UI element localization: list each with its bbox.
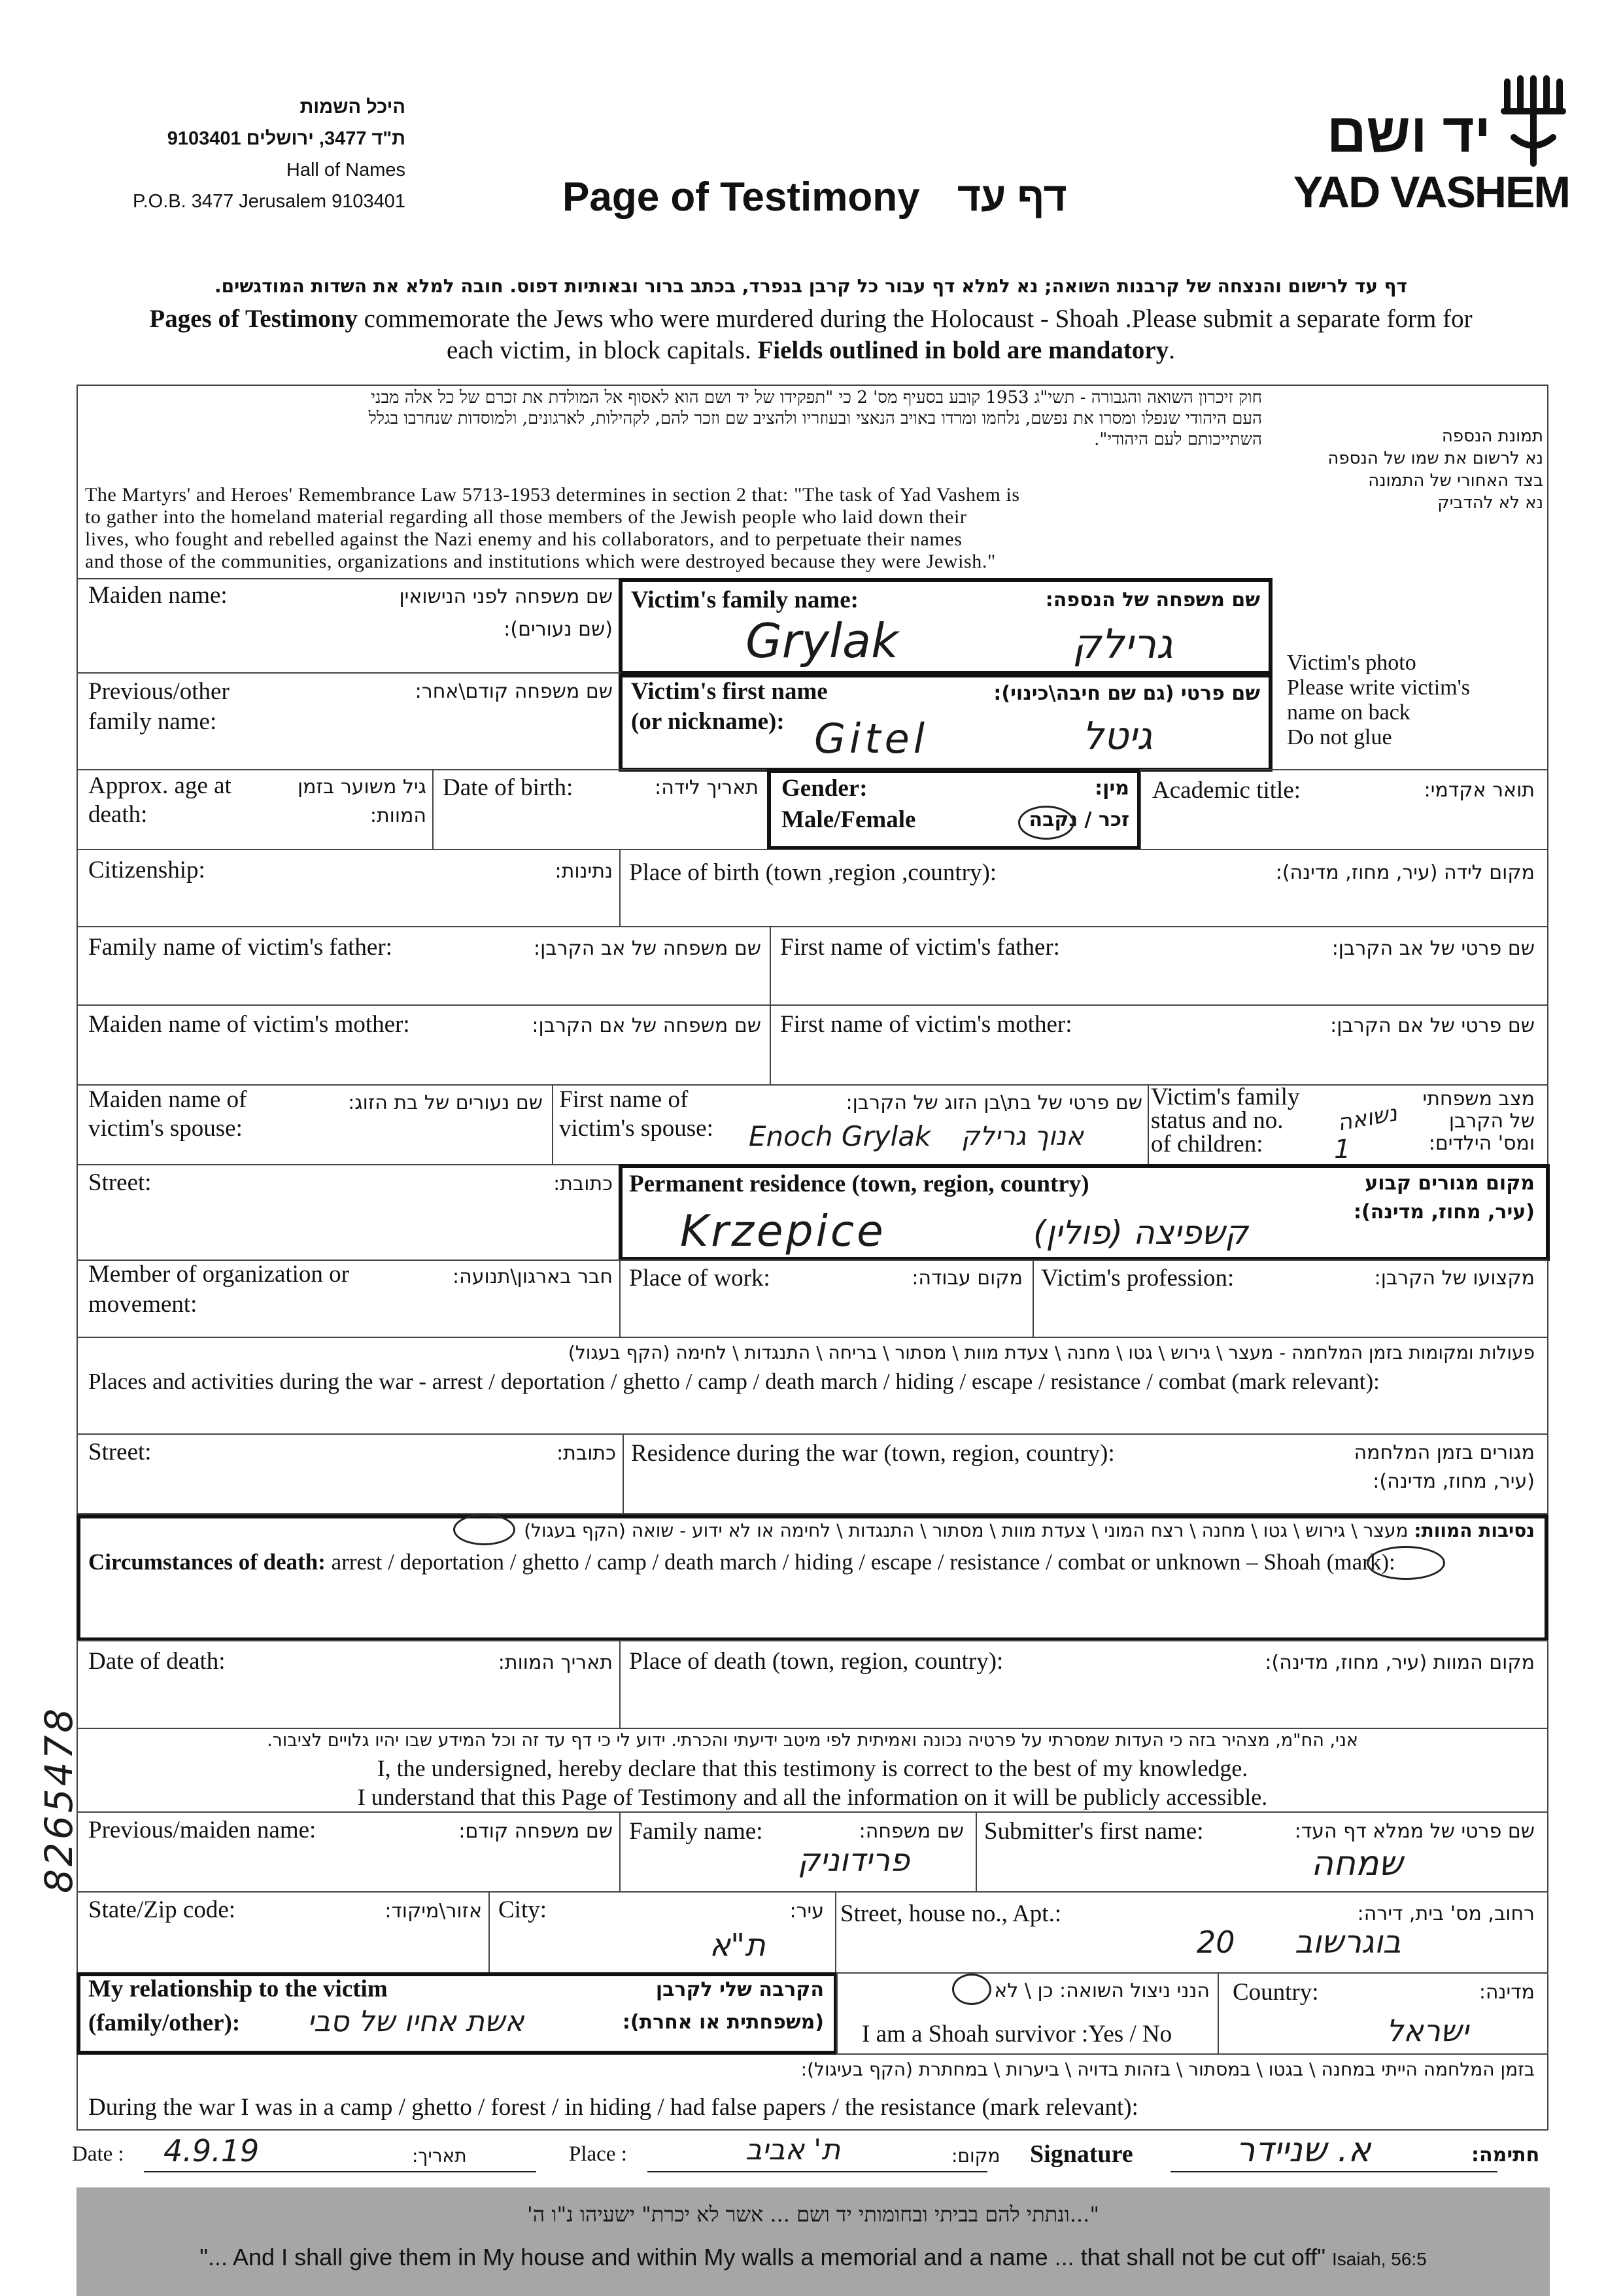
country-value: ישראל (1386, 2013, 1469, 2048)
death-place-label: Place of death (town, region, country): (629, 1648, 1004, 1675)
law-en-2: to gather into the homeland material regarding all those members of the Jewish people who laid down their (85, 506, 967, 528)
photo-he-1: תמונת הנספה (1441, 426, 1543, 446)
relationship-label-1: My relationship to the victim (88, 1976, 388, 2002)
submitter-prev-label: Previous/maiden name: (88, 1817, 316, 1843)
death-date-label: Date of death: (88, 1648, 226, 1675)
intro-en-rest2: each victim, in block capitals. (447, 336, 758, 364)
war-residence-label-he (1354, 1439, 1535, 1496)
gender-label-2: Male/Female (781, 806, 916, 833)
law-he-1: חוק זיכרון השואה והגבורה - תשי"ג 1953 קובע בסעיף מס' 2 כי "תפקידו של יד ושם הוא לאסוף אל המולדת את זכרם של כל אלה מבני (371, 388, 1262, 407)
footer-quote-en (77, 2244, 1550, 2271)
street-label-he: כתובת: (553, 1173, 613, 1195)
circumstances-label-rest: arrest / deportation / ghetto / camp / death march / hiding / escape / resistance / combat or unknown – Shoah (mark): (325, 1549, 1395, 1575)
spouse-first-value: Enoch Grylak (749, 1120, 931, 1152)
submitter-prev-label-he: שם משפחה קודם: (458, 1820, 613, 1843)
intro-en-bold: Fields outlined in bold are mandatory (757, 336, 1169, 364)
signature-label: Signature (1030, 2140, 1133, 2168)
photo-en-3: name on back (1287, 700, 1410, 725)
mother-maiden-label-he: שם משפחה של אם הקרבן: (532, 1014, 761, 1037)
intro-en-rest1: commemorate the Jews who were murdered during the Holocaust - Shoah .Please submit a separate form for (357, 305, 1473, 333)
family-status-label-2: status and no. (1151, 1107, 1284, 1134)
war-street-cell (77, 1433, 624, 1515)
father-first-label: First name of victim's father: (780, 934, 1060, 961)
declaration-en-2: I understand that this Page of Testimony and all the information on it will be publicly accessible. (357, 1784, 1268, 1810)
submitter-city-value: ת"א (709, 1927, 766, 1964)
victim-first-name-label-1: Victim's first name (631, 678, 828, 705)
street-label: Street: (88, 1169, 152, 1196)
date-label-he: תאריך: (412, 2145, 467, 2167)
submitter-house-value: 20 (1197, 1925, 1235, 1960)
circumstances-label-he (524, 1516, 1535, 1546)
gender-female-circle (1018, 806, 1074, 840)
age-label-1: Approx. age at (88, 772, 231, 799)
relationship-label-he-1: הקרבה שלי לקרבן (655, 1978, 824, 2001)
age-label-2: death: (88, 801, 148, 828)
header-address (78, 92, 405, 217)
hall-name-he: היכל השמות (299, 97, 405, 118)
permanent-residence-label-he-1: מקום מגורים קבוע (1365, 1172, 1535, 1195)
prev-name-label-2: family name: (88, 708, 217, 735)
place-line (647, 2171, 987, 2172)
submitter-family-label: Family name: (629, 1818, 763, 1845)
war-street-label: Street: (88, 1439, 152, 1465)
relationship-label-2: (family/other): (88, 2010, 241, 2036)
declaration-en-1: I, the undersigned, hereby declare that this testimony is correct to the best of my knowledge. (377, 1755, 1248, 1781)
submitter-street-label-he: רחוב, מס' בית, דירה: (1357, 1902, 1535, 1925)
declaration-he: אני, הח"מ, מצהיר בזה כי העדות שמסרתי על פרטיה נכונה ואמיתית לפי מיטב ידיעתי והכרתי. ידוע לי כי דף עד זה וכל המידע שבו יהיו גלויים לציבור. (267, 1730, 1358, 1751)
dob-label-he: תאריך לידה: (655, 776, 759, 799)
gender-label-1: Gender: (781, 775, 868, 802)
profession-label-he: מקצועו של הקרבן: (1374, 1267, 1535, 1290)
organization-label-1: Member of organization or (88, 1261, 349, 1288)
work-label-he: מקום עבודה: (912, 1267, 1023, 1290)
menorah-flame-icon (1497, 75, 1569, 167)
country-label: Country: (1233, 1979, 1319, 2006)
activities-label-he: פעולות ומקומות בזמן המלחמה - מעצר \ גירוש \ גטו \ מחנה \ צעדת מוות \ מסתור \ בריחה \ התנגדות \ לחימה (הקף בעגול) (568, 1342, 1535, 1363)
spouse-maiden-label-1: Maiden name of (88, 1086, 247, 1113)
organization-label-he: חבר בארגון\תנועה: (453, 1265, 613, 1288)
photo-he-3: בצד האחורי של התמונה (1368, 471, 1543, 490)
pob-label: Place of birth (town ,region ,country): (629, 859, 997, 886)
submitter-state-label-he: אזור\מיקוד: (384, 1900, 482, 1923)
mother-first-label: First name of victim's mother: (780, 1011, 1072, 1038)
survivor-label-he: הנני ניצול השואה: כן \ לא (994, 1979, 1210, 2002)
spouse-first-value-he: אנוך גרילק (961, 1122, 1084, 1152)
intro-en-lead: Pages of Testimony (149, 305, 358, 333)
submitter-street-value: בוגרשוב (1295, 1924, 1401, 1961)
family-status-label-he-3: ומס' הילדים: (1428, 1132, 1535, 1155)
age-label-he-1: גיל משוער בזמן (298, 776, 426, 798)
prev-name-label-he: שם משפחה קודם\אחר: (415, 680, 613, 703)
mother-first-label-he: שם פרטי של אם הקרבן: (1330, 1014, 1535, 1037)
law-en-4: and those of the communities, organizations and institutions which were destroyed because they were Jewish." (85, 551, 996, 572)
work-label: Place of work: (629, 1265, 770, 1292)
profession-label: Victim's profession: (1041, 1265, 1235, 1292)
citizenship-label: Citizenship: (88, 857, 205, 883)
photo-instructions-he (1282, 425, 1543, 514)
submitter-first-label: Submitter's first name: (984, 1818, 1204, 1845)
pob-label-he: מקום לידה (עיר, מחוז, מדינה): (1275, 861, 1535, 884)
relationship-label-he-2: (משפחתית או אחרת): (622, 2011, 824, 2034)
family-status-label (1151, 1086, 1299, 1156)
law-he-2: העם היהודי שנפלו ומסרו את נפשם, נלחמו ומרדו באויב הנאצי ובעוזריו ולהציב שם וזכר להם, לקהילות, לארגונים, ולמוסדות שנחרבו בגלל (368, 409, 1262, 428)
permanent-residence-value: Krzepice (680, 1206, 886, 1256)
submitter-city-label-he: עיר: (789, 1900, 824, 1923)
hall-name-en: Hall of Names (286, 160, 405, 180)
circumstances-label-lead: Circumstances of death: (88, 1549, 326, 1575)
signature-label-he: חתימה: (1471, 2144, 1540, 2167)
spouse-first-label (559, 1086, 713, 1143)
submitter-war-label: During the war I was in a camp / ghetto / forest / in hiding / had false papers / the resistance (mark relevant): (88, 2094, 1138, 2121)
victim-first-name-value: Gitel (814, 715, 929, 762)
family-status-label-he-2: של הקרבן (1448, 1110, 1535, 1133)
father-first-label-he: שם פרטי של אב הקרבן: (1331, 937, 1535, 960)
circumstances-label-he-lead: נסיבות המוות: (1414, 1520, 1535, 1541)
title-en: Page of Testimony (562, 175, 920, 220)
footer-quote-ref: Isaiah, 56:5 (1332, 2249, 1427, 2269)
intro-en (72, 303, 1550, 366)
pob-en: P.O.B. 3477 Jerusalem 9103401 (132, 191, 405, 212)
age-label-he (298, 773, 426, 831)
place-value: ת' אביב (745, 2133, 841, 2167)
margin-number: 8265478 (37, 1705, 81, 1893)
mother-maiden-label: Maiden name of victim's mother: (88, 1011, 410, 1038)
submitter-city-label: City: (498, 1896, 547, 1923)
dob-label: Date of birth: (443, 774, 573, 801)
law-en-3: lives, who fought and rebelled against the Nazi enemy and his collaborators, and to perpetuate their names (85, 528, 963, 550)
age-label-he-2: המוות: (369, 804, 426, 827)
pob-he: ת"ד 3477, ירושלים 9103401 (167, 128, 405, 149)
submitter-family-label-he: שם משפחה: (859, 1820, 964, 1843)
spouse-maiden-label-he: שם נעורים של בת הזוג: (348, 1091, 543, 1114)
place-label: Place : (569, 2142, 627, 2166)
circumstances-label (88, 1547, 1395, 1577)
academic-label: Academic title: (1152, 777, 1301, 804)
street-cell (77, 1164, 621, 1261)
intro-en-end: . (1169, 336, 1175, 364)
victim-first-name-value-he: גיטל (1082, 713, 1153, 758)
family-status-label-he (1423, 1088, 1535, 1155)
intro-he: דף עד לרישום והנצחה של קרבנות השואה; נא למלא דף עבור כל קרבן בנפרד, בכתב ברור ובאותיות דפוס. חובה למלא את השדות המודגשים. (214, 275, 1407, 297)
law-he-3: השתייכותם לעם היהודי". (1094, 430, 1262, 449)
family-status-label-he-1: מצב משפחתי (1422, 1088, 1535, 1110)
prev-name-label-1: Previous/other (88, 678, 230, 705)
permanent-residence-label-he (1354, 1169, 1535, 1227)
maiden-name-label-he2: (שם נעורים): (504, 618, 613, 641)
shoah-circle-en (1367, 1546, 1445, 1580)
date-value: 4.9.19 (163, 2133, 260, 2168)
organization-label (88, 1259, 349, 1320)
photo-en-4: Do not glue (1287, 725, 1392, 749)
victim-family-name-label-he: שם משפחה של הנספה: (1045, 589, 1260, 611)
academic-label-he: תואר אקדמי: (1424, 779, 1535, 802)
children-value: 1 (1334, 1135, 1351, 1165)
father-family-label: Family name of victim's father: (88, 934, 392, 961)
war-street-label-he: כתובת: (556, 1442, 616, 1465)
victim-first-name-label-he: שם פרטי (גם שם חיבה\כינוי): (993, 682, 1260, 705)
prev-name-label (88, 677, 230, 737)
photo-instructions-en (1287, 651, 1548, 750)
submitter-first-label-he: שם פרטי של ממלא דף העד: (1294, 1820, 1535, 1843)
spouse-first-label-1: First name of (559, 1086, 689, 1113)
signature-value: א. שניידר (1236, 2131, 1371, 2170)
spouse-first-label-2: victim's spouse: (559, 1115, 713, 1142)
gender-label (781, 773, 915, 836)
war-residence-label-he-1: מגורים בזמן המלחמה (1354, 1441, 1535, 1464)
circumstances-label-he-rest: מעצר \ גירוש \ גטו \ מחנה \ רצח המוני \ צעדת מוות \ מסתור \ התנגדות \ לחימה או לא ידוע - שואה (הקף בעגול) (524, 1520, 1409, 1541)
page-title (562, 171, 1067, 224)
submitter-first-value: שמחה (1311, 1844, 1403, 1883)
photo-en-2: Please write victim's (1287, 676, 1470, 700)
submitter-state-label: State/Zip code: (88, 1896, 236, 1923)
death-date-label-he: תאריך המוות: (498, 1651, 613, 1674)
law-en-1: The Martyrs' and Heroes' Remembrance Law 5713-1953 determines in section 2 that: "The task of Yad Vashem is (85, 484, 1020, 505)
age-label (88, 772, 231, 829)
submitter-war-label-he: בזמן המלחמה הייתי במחנה \ בגטו \ במסתור \ בזהות בדויה \ ביערות \ במחתרת (הקף בעיגול): (800, 2059, 1535, 2080)
logo-en: YAD VASHEM (1293, 167, 1569, 217)
father-family-label-he: שם משפחה של אב הקרבן: (533, 937, 761, 960)
date-line (144, 2171, 536, 2172)
permanent-residence-label: Permanent residence (town, region, country) (629, 1171, 1089, 1197)
victim-family-name-value-he: גרילק (1072, 620, 1173, 668)
victim-first-name-label (631, 677, 828, 737)
war-residence-label-he-2: (עיר, מחוז, מדינה): (1373, 1470, 1535, 1493)
declaration (77, 1728, 1548, 1811)
death-place-label-he: מקום המוות (עיר, מחוז, מדינה): (1265, 1651, 1535, 1674)
place-label-he: מקום: (951, 2145, 1000, 2167)
maiden-name-label: Maiden name: (88, 582, 228, 609)
family-status-label-3: of children: (1151, 1131, 1263, 1157)
footer-quote-he: "...ונתתי להם בביתי ובחומותי יד ושם ... אשר לא יכרת" ישעיהו נ"ו ה' (526, 2202, 1100, 2227)
date-label: Date : (72, 2142, 124, 2166)
victim-first-name-label-2: (or nickname): (631, 708, 785, 735)
signature-row (72, 2133, 1550, 2179)
survivor-label: I am a Shoah survivor :Yes / No (862, 2021, 1172, 2048)
family-status-label-1: Victim's family (1151, 1084, 1300, 1110)
photo-he-2: נא לרשום את שמו של הנספה (1327, 449, 1543, 468)
law-he (85, 387, 1262, 450)
gender-label-he-2: זכר / נקבה (1029, 808, 1129, 831)
family-status-value: נשואה (1335, 1100, 1399, 1137)
victim-family-name-label: Victim's family name: (631, 587, 859, 613)
footer-quote-en-text: "... And I shall give them in My house and within My walls a memorial and a name ... that shall not be cut off" (199, 2244, 1325, 2270)
war-residence-label: Residence during the war (town, region, country): (631, 1440, 1115, 1467)
spouse-maiden-label-2: victim's spouse: (88, 1115, 243, 1142)
footer-band (77, 2187, 1550, 2296)
citizenship-label-he: נתינות: (555, 860, 613, 883)
yad-vashem-logo (1275, 75, 1569, 226)
victim-family-name-value: Grylak (745, 613, 898, 668)
logo-he: יד ושם (1326, 102, 1491, 163)
signature-line (1170, 2171, 1497, 2172)
organization-label-2: movement: (88, 1291, 197, 1318)
relationship-label-he (623, 1974, 824, 2039)
country-label-he: מדינה: (1478, 1981, 1535, 2004)
shoah-circle-he (453, 1514, 515, 1545)
title-he: דף עד (957, 175, 1067, 220)
maiden-name-label-he: שם משפחה לפני הנישואין (399, 585, 613, 608)
photo-he-4: נא לא להדביק (1437, 493, 1543, 513)
relationship-value: אשת אחיו של סבי (307, 2005, 524, 2038)
gender-label-he-1: מין: (1095, 777, 1129, 800)
submitter-street-label: Street, house no., Apt.: (840, 1900, 1062, 1927)
law-en (85, 484, 1269, 573)
permanent-residence-label-he-2: (עיר, מחוז, מדינה): (1354, 1201, 1535, 1224)
permanent-residence-value-he: קשפיצה (פולין) (1033, 1214, 1248, 1252)
survivor-no-circle (952, 1974, 991, 2005)
spouse-maiden-label (88, 1086, 247, 1143)
photo-en-1: Victim's photo (1287, 651, 1416, 675)
submitter-family-value: פרידוניק (798, 1842, 910, 1879)
spouse-first-label-he: שם פרטי של בת\בן הזוג של הקרבן: (846, 1091, 1142, 1114)
activities-label: Places and activities during the war - arrest / deportation / ghetto / camp / death march / hiding / escape / resistance / combat (mark relevant): (88, 1369, 1380, 1394)
